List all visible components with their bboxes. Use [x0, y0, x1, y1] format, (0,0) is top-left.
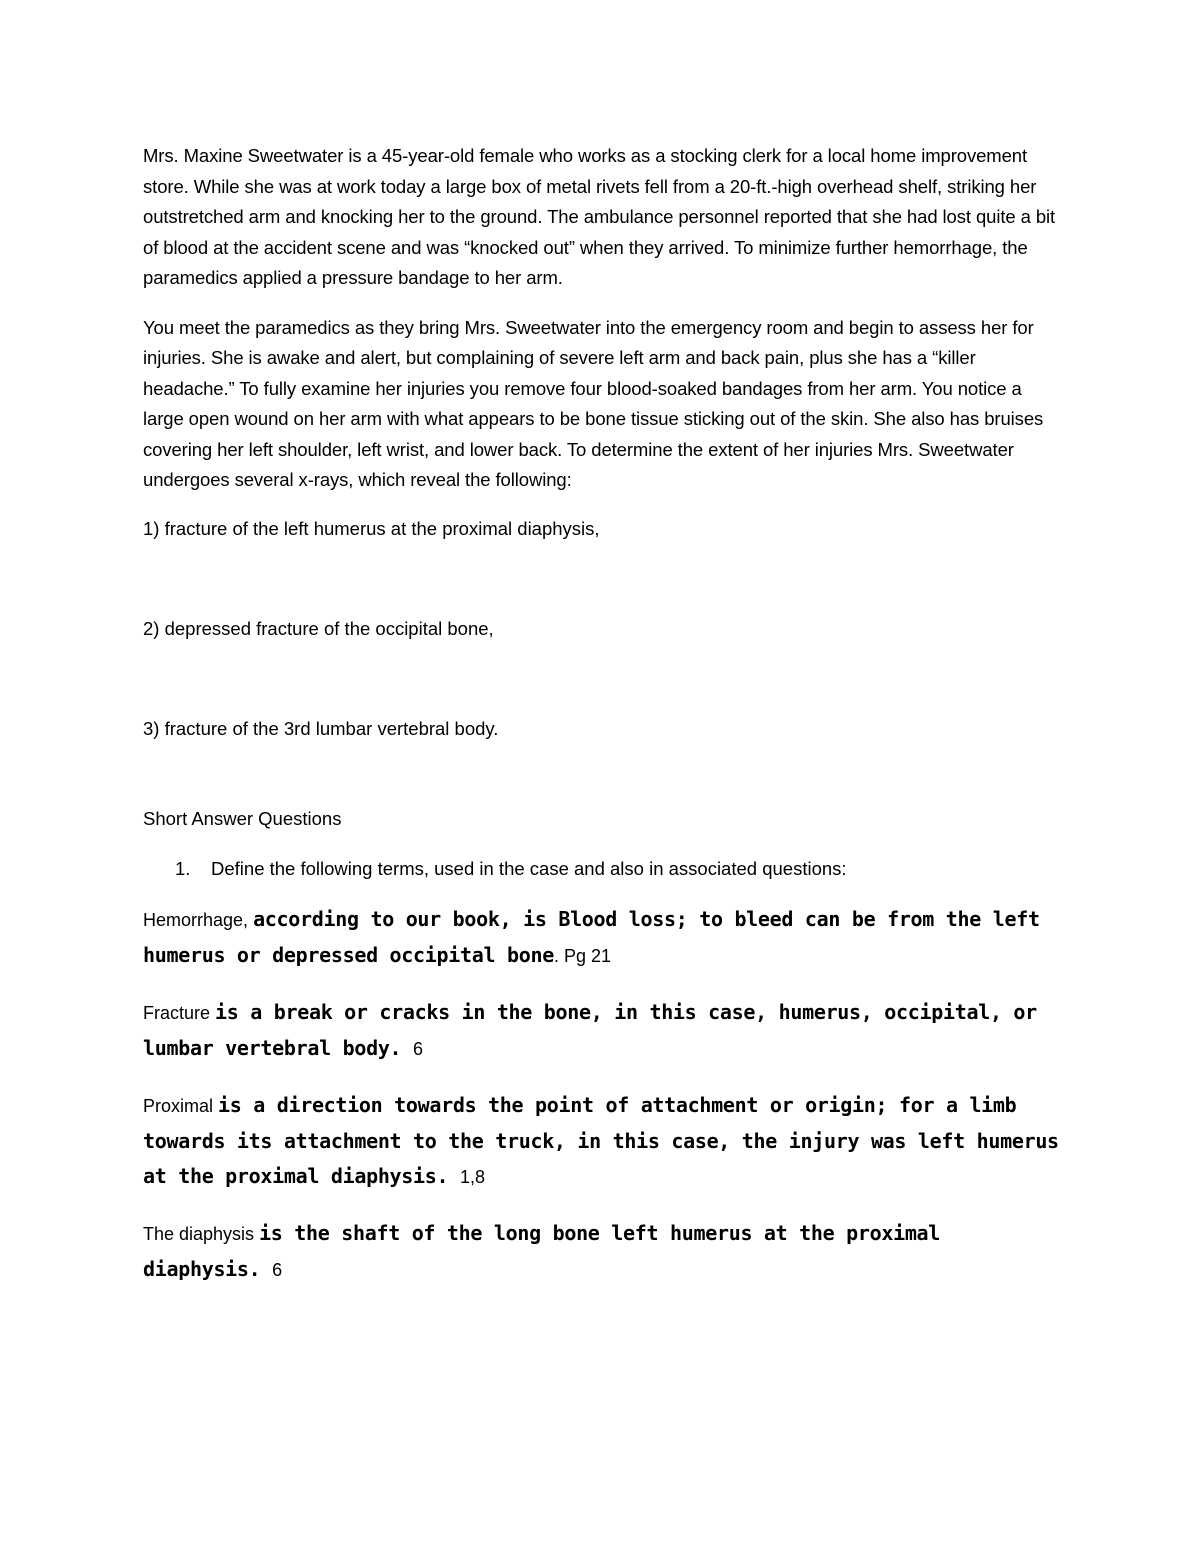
definition-term: Fracture	[143, 1002, 216, 1023]
definition-answer: is a direction towards the point of attachment or origin; for a limb towards its attachment to the truck, in this case, the injury was left humerus at the proximal diaphysis.	[143, 1092, 1059, 1188]
definition-fracture	[143, 995, 1063, 1067]
question-number: 1.	[175, 857, 191, 879]
definition-hemorrhage	[143, 902, 1063, 974]
definition-answer: is the shaft of the long bone left humerus at the proximal diaphysis.	[143, 1220, 941, 1281]
case-paragraph-1: Mrs. Maxine Sweetwater is a 45-year-old female who works as a stocking clerk for a local home improvement store. While she was at work today a large box of metal rivets fell from a 20-ft.-high overhead shelf, striking her outstretched arm and knocking her to the ground. The ambulance personnel reported that she had lost quite a bit of blood at the accident scene and was “knocked out” when they arrived. To minimize further hemorrhage, the paramedics applied a pressure bandage to her arm.	[143, 145, 1056, 288]
section-title: Short Answer Questions	[143, 807, 342, 829]
definition-reference: 1,8	[460, 1166, 486, 1187]
definition-proximal	[143, 1088, 1063, 1195]
definition-term: Proximal	[143, 1095, 219, 1116]
xray-finding-2: 2) depressed fracture of the occipital bone,	[143, 617, 494, 639]
definition-reference: 6	[272, 1259, 283, 1280]
case-paragraph-2: You meet the paramedics as they bring Mrs. Sweetwater into the emergency room and begin to assess her for injuries. She is awake and alert, but complaining of severe left arm and back pain, plus she has a “killer headache.” To fully examine her injuries you remove four blood-soaked bandages from her arm. You notice a large open wound on her arm with what appears to be bone tissue sticking out of the skin. She also has bruises covering her left shoulder, left wrist, and lower back. To determine the extent of her injuries Mrs. Sweetwater undergoes several x-rays, which reveal the following:	[143, 316, 1044, 490]
question-item	[175, 854, 1063, 884]
definition-diaphysis	[143, 1216, 1063, 1288]
definition-term: Hemorrhage,	[143, 909, 254, 930]
question-text: Define the following terms, used in the case and also in associated questions:	[211, 857, 847, 879]
xray-finding-1: 1) fracture of the left humerus at the proximal diaphysis,	[143, 517, 600, 539]
definition-answer: according to our book, is Blood loss; to bleed can be from the left humerus or depressed occipital bone	[143, 906, 1040, 967]
definition-reference: 6	[413, 1038, 424, 1059]
xray-finding-3: 3) fracture of the 3rd lumbar vertebral body.	[143, 717, 499, 739]
definition-term: The diaphysis	[143, 1223, 260, 1244]
definition-answer: is a break or cracks in the bone, in this case, humerus, occipital, or lumbar vertebral body.	[143, 999, 1037, 1060]
document-body	[143, 141, 1063, 1309]
definition-reference: . Pg 21	[553, 945, 611, 966]
